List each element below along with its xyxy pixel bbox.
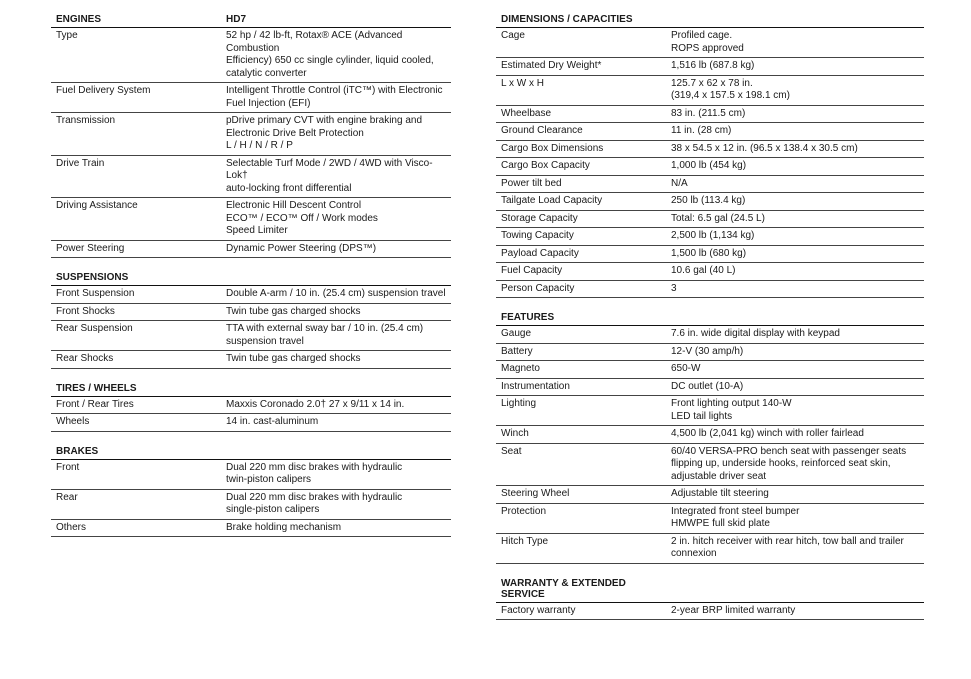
spec-value: Brake holding mechanism <box>226 521 342 533</box>
section-header <box>51 381 451 397</box>
section-header <box>51 444 451 460</box>
section-title: ENGINES <box>56 14 102 25</box>
right-column <box>496 12 924 632</box>
left-column <box>51 12 451 549</box>
spec-label: Rear Shocks <box>56 353 114 364</box>
spec-label: Power tilt bed <box>501 177 562 189</box>
spec-value: 1,516 lb (687.8 kg) <box>671 60 755 71</box>
section-header <box>51 270 451 286</box>
spec-row <box>496 504 924 534</box>
spec-row <box>496 141 924 159</box>
spec-row <box>51 460 451 490</box>
spec-row <box>496 281 924 299</box>
spec-row <box>51 156 451 199</box>
spec-value: TTA with external sway bar / 10 in. (25.4 cm) suspension travel <box>226 323 424 347</box>
spec-row <box>496 361 924 379</box>
spec-value: Double A-arm / 10 in. (25.4 cm) suspension travel <box>226 288 446 299</box>
spec-row <box>51 520 451 538</box>
section-suspensions <box>51 270 451 369</box>
spec-row <box>496 379 924 397</box>
spec-label: Cage <box>501 30 525 41</box>
spec-label: Lighting <box>501 398 537 409</box>
spec-label: Transmission <box>56 115 116 126</box>
section-tires-wheels <box>51 381 451 432</box>
spec-value: 1,500 lb (680 kg) <box>671 247 747 259</box>
spec-value: 83 in. (211.5 cm) <box>671 107 746 119</box>
spec-row <box>51 286 451 304</box>
spec-row <box>496 444 924 487</box>
spec-value: Twin tube gas charged shocks <box>226 353 361 364</box>
spec-label: Steering Wheel <box>501 488 570 499</box>
spec-row <box>496 106 924 124</box>
spec-label: Towing Capacity <box>501 230 574 241</box>
spec-value: N/A <box>671 177 688 189</box>
section-engines <box>51 12 451 258</box>
spec-row <box>496 176 924 194</box>
spec-row <box>51 414 451 432</box>
spec-row <box>496 396 924 426</box>
section-dimensions-capacities <box>496 12 924 298</box>
spec-label: Battery <box>501 345 533 357</box>
spec-value: 2,500 lb (1,134 kg) <box>671 230 755 241</box>
spec-label: Wheelbase <box>501 107 552 119</box>
section-warranty-extended-service <box>496 576 924 621</box>
section-brakes <box>51 444 451 538</box>
spec-value: Adjustable tilt steering <box>671 488 769 499</box>
section-subtitle: HD7 <box>226 14 247 25</box>
spec-label: Magneto <box>501 363 540 374</box>
spec-label: Factory warranty <box>501 604 576 616</box>
spec-label: Front Suspension <box>56 288 135 299</box>
spec-row <box>496 58 924 76</box>
spec-row <box>51 28 451 83</box>
spec-label: Ground Clearance <box>501 125 583 136</box>
spec-value: Electronic Hill Descent Control ECO™ / ECO™ Off / Work modes Speed Limiter <box>226 200 378 236</box>
section-title: WARRANTY & EXTENDED SERVICE <box>501 577 626 600</box>
section-title: SUSPENSIONS <box>56 272 129 283</box>
spec-value: 2-year BRP limited warranty <box>671 604 796 616</box>
spec-value: Total: 6.5 gal (24.5 L) <box>671 212 765 224</box>
spec-value: Dynamic Power Steering (DPS™) <box>226 242 377 254</box>
spec-label: L x W x H <box>501 77 544 89</box>
spec-label: Winch <box>501 428 529 439</box>
spec-row <box>496 28 924 58</box>
spec-label: Protection <box>501 505 547 517</box>
spec-value: 250 lb (113.4 kg) <box>671 195 746 206</box>
section-header <box>51 12 451 28</box>
spec-row <box>496 158 924 176</box>
spec-label: Cargo Box Capacity <box>501 160 590 171</box>
spec-value: Intelligent Throttle Control (iTC™) with Electronic Fuel Injection (EFI) <box>226 85 443 109</box>
section-features <box>496 310 924 564</box>
spec-label: Wheels <box>56 416 90 427</box>
spec-value: 4,500 lb (2,041 kg) winch with roller fairlead <box>671 428 864 439</box>
spec-value: pDrive primary CVT with engine braking and Electronic Drive Belt Protection L / H / N / R / P <box>226 115 423 151</box>
spec-value: 10.6 gal (40 L) <box>671 265 736 276</box>
spec-row <box>51 490 451 520</box>
spec-row <box>51 198 451 241</box>
spec-row <box>496 344 924 362</box>
spec-row <box>496 211 924 229</box>
spec-value: 650-W <box>671 363 701 374</box>
spec-label: Front <box>56 461 80 473</box>
spec-row <box>496 326 924 344</box>
spec-value: 125.7 x 62 x 78 in. (319,4 x 157.5 x 198.1 cm) <box>671 77 790 101</box>
spec-row <box>51 321 451 351</box>
spec-value: Selectable Turf Mode / 2WD / 4WD with Visco-Lok† auto-locking front differential <box>226 157 433 194</box>
spec-value: 14 in. cast-aluminum <box>226 416 319 427</box>
spec-label: Front / Rear Tires <box>56 398 134 410</box>
spec-label: Cargo Box Dimensions <box>501 142 604 154</box>
spec-label: Drive Train <box>56 157 105 169</box>
spec-row <box>51 113 451 156</box>
spec-label: Driving Assistance <box>56 200 138 211</box>
spec-row <box>51 351 451 369</box>
spec-value: 11 in. (28 cm) <box>671 125 732 136</box>
spec-value: DC outlet (10-A) <box>671 380 744 392</box>
spec-value: Front lighting output 140-W LED tail lights <box>671 398 792 422</box>
spec-value: 60/40 VERSA-PRO bench seat with passenger seats flipping up, underside hooks, reinforced seat skin, adjustable driver seat <box>671 445 907 482</box>
spec-row <box>51 304 451 322</box>
spec-row <box>51 397 451 415</box>
spec-row <box>496 123 924 141</box>
spec-label: Fuel Delivery System <box>56 85 151 96</box>
spec-label: Tailgate Load Capacity <box>501 195 603 206</box>
section-title: TIRES / WHEELS <box>56 382 137 394</box>
spec-label: Instrumentation <box>501 380 570 392</box>
spec-value: Integrated front steel bumper HMWPE full skid plate <box>671 505 800 529</box>
spec-row <box>496 193 924 211</box>
spec-row <box>51 241 451 259</box>
spec-row <box>496 246 924 264</box>
spec-value: 3 <box>671 282 677 294</box>
spec-row <box>496 486 924 504</box>
spec-row <box>51 83 451 113</box>
spec-row <box>496 76 924 106</box>
spec-value: 12-V (30 amp/h) <box>671 345 744 357</box>
spec-label: Rear Suspension <box>56 323 133 334</box>
section-header <box>496 576 924 603</box>
spec-label: Others <box>56 521 87 533</box>
spec-value: Maxxis Coronado 2.0† 27 x 9/11 x 14 in. <box>226 398 405 410</box>
spec-row <box>496 426 924 444</box>
spec-value: 1,000 lb (454 kg) <box>671 160 747 171</box>
spec-value: 38 x 54.5 x 12 in. (96.5 x 138.4 x 30.5 cm) <box>671 142 858 154</box>
spec-row <box>496 263 924 281</box>
spec-value: 7.6 in. wide digital display with keypad <box>671 328 840 339</box>
spec-row <box>496 534 924 564</box>
spec-row <box>496 228 924 246</box>
spec-label: Power Steering <box>56 242 125 254</box>
section-title: BRAKES <box>56 445 99 457</box>
spec-label: Payload Capacity <box>501 247 579 259</box>
spec-label: Estimated Dry Weight* <box>501 60 602 71</box>
spec-label: Fuel Capacity <box>501 265 563 276</box>
spec-value: Twin tube gas charged shocks <box>226 305 361 317</box>
spec-label: Seat <box>501 445 522 457</box>
spec-value: 2 in. hitch receiver with rear hitch, tow ball and trailer connexion <box>671 535 904 559</box>
spec-label: Rear <box>56 491 78 503</box>
spec-label: Hitch Type <box>501 535 549 547</box>
spec-value: 52 hp / 42 lb-ft, Rotax® ACE (Advanced Combustion Efficiency) 650 cc single cylinder, liquid cooled, catalytic converter <box>226 30 434 79</box>
spec-label: Type <box>56 30 78 41</box>
section-title: DIMENSIONS / CAPACITIES <box>501 14 633 25</box>
spec-label: Person Capacity <box>501 282 575 294</box>
spec-label: Gauge <box>501 328 532 339</box>
section-header <box>496 310 924 326</box>
spec-value: Dual 220 mm disc brakes with hydraulic single-piston calipers <box>226 491 403 515</box>
section-title: FEATURES <box>501 312 555 323</box>
spec-row <box>496 603 924 621</box>
spec-value: Profiled cage. ROPS approved <box>671 30 744 54</box>
section-header <box>496 12 924 28</box>
spec-value: Dual 220 mm disc brakes with hydraulic twin-piston calipers <box>226 461 403 485</box>
spec-label: Front Shocks <box>56 305 115 317</box>
spec-label: Storage Capacity <box>501 212 578 224</box>
